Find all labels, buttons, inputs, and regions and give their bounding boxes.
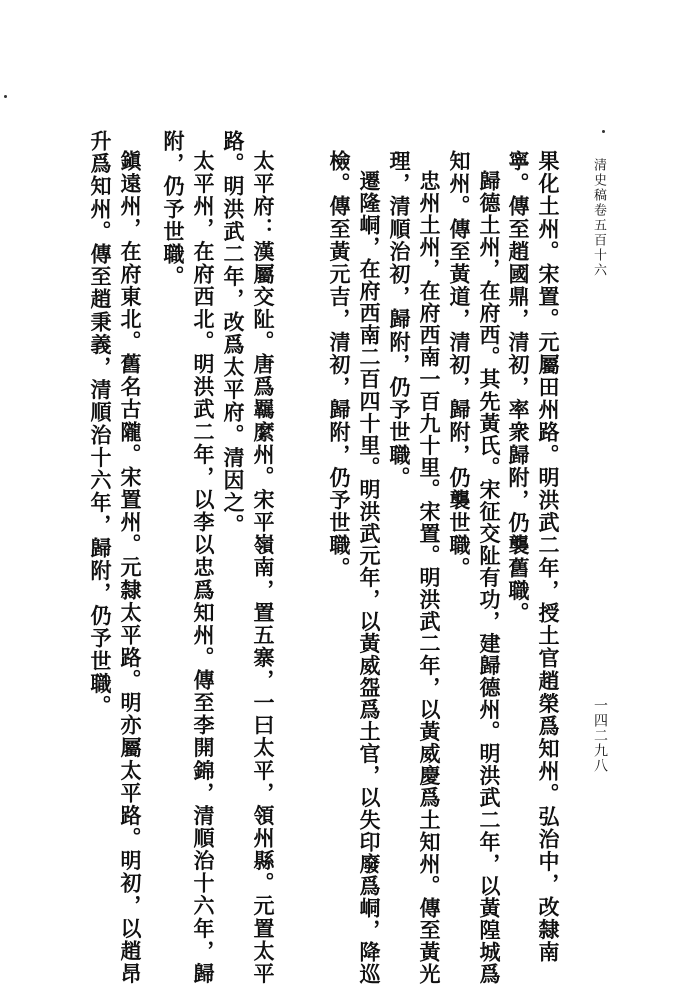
text-column-6: 理，清順治初，歸附，仍予世職。 xyxy=(387,150,412,489)
text-column-12: 附，仍予世職。 xyxy=(161,130,186,289)
text-column-7: 遷隆峒，在府西南二百四十里。明洪武元年，以黃威盌爲土官，以失印廢爲峒，降巡 xyxy=(357,170,382,985)
text-column-5: 忠州土州，在府西南一百九十里。宋置。明洪武二年，以黃威慶爲土知州。傳至黃光 xyxy=(417,170,442,985)
text-column-14: 升爲知州。傳至趙秉義，清順治十六年，歸附，仍予世職。 xyxy=(88,130,113,718)
text-column-9: 太平府：漢屬交阯。唐爲羈縻州。宋平嶺南，置五寨，一曰太平，領州縣。元置太平 xyxy=(251,150,276,985)
text-column-10: 路。明洪武二年，改爲太平府。清因之。 xyxy=(221,130,246,537)
text-column-1: 果化土州。宋置。元屬田州路。明洪武二年，授土官趙榮爲知州。弘治中，改隸南 xyxy=(536,150,561,964)
text-column-2: 寧。傳至趙國鼎，清初，率衆歸附，仍襲舊職。 xyxy=(506,150,531,625)
text-column-8: 檢。傳至黃元吉，清初，歸附，仍予世職。 xyxy=(327,150,352,580)
corner-mark xyxy=(602,130,605,133)
text-column-4: 知州。傳至黃道，清初，歸附，仍襲世職。 xyxy=(447,150,472,580)
text-column-13: 鎭遠州，在府東北。舊名古隴。宋置州。元隸太平路。明亦屬太平路。明初，以趙昂 xyxy=(118,150,143,985)
page-number: 一四二九八 xyxy=(592,698,608,773)
text-column-3: 歸德土州，在府西。其先黃氏。宋征交阯有功，建歸德州。明洪武二年，以黃隍城爲 xyxy=(477,170,502,985)
margin-mark xyxy=(4,95,7,98)
running-header-title: 清史稿卷五百十六 xyxy=(591,158,606,278)
text-column-11: 太平州，在府西北。明洪武二年，以李以忠爲知州。傳至李開錦，清順治十六年，歸 xyxy=(191,150,216,985)
